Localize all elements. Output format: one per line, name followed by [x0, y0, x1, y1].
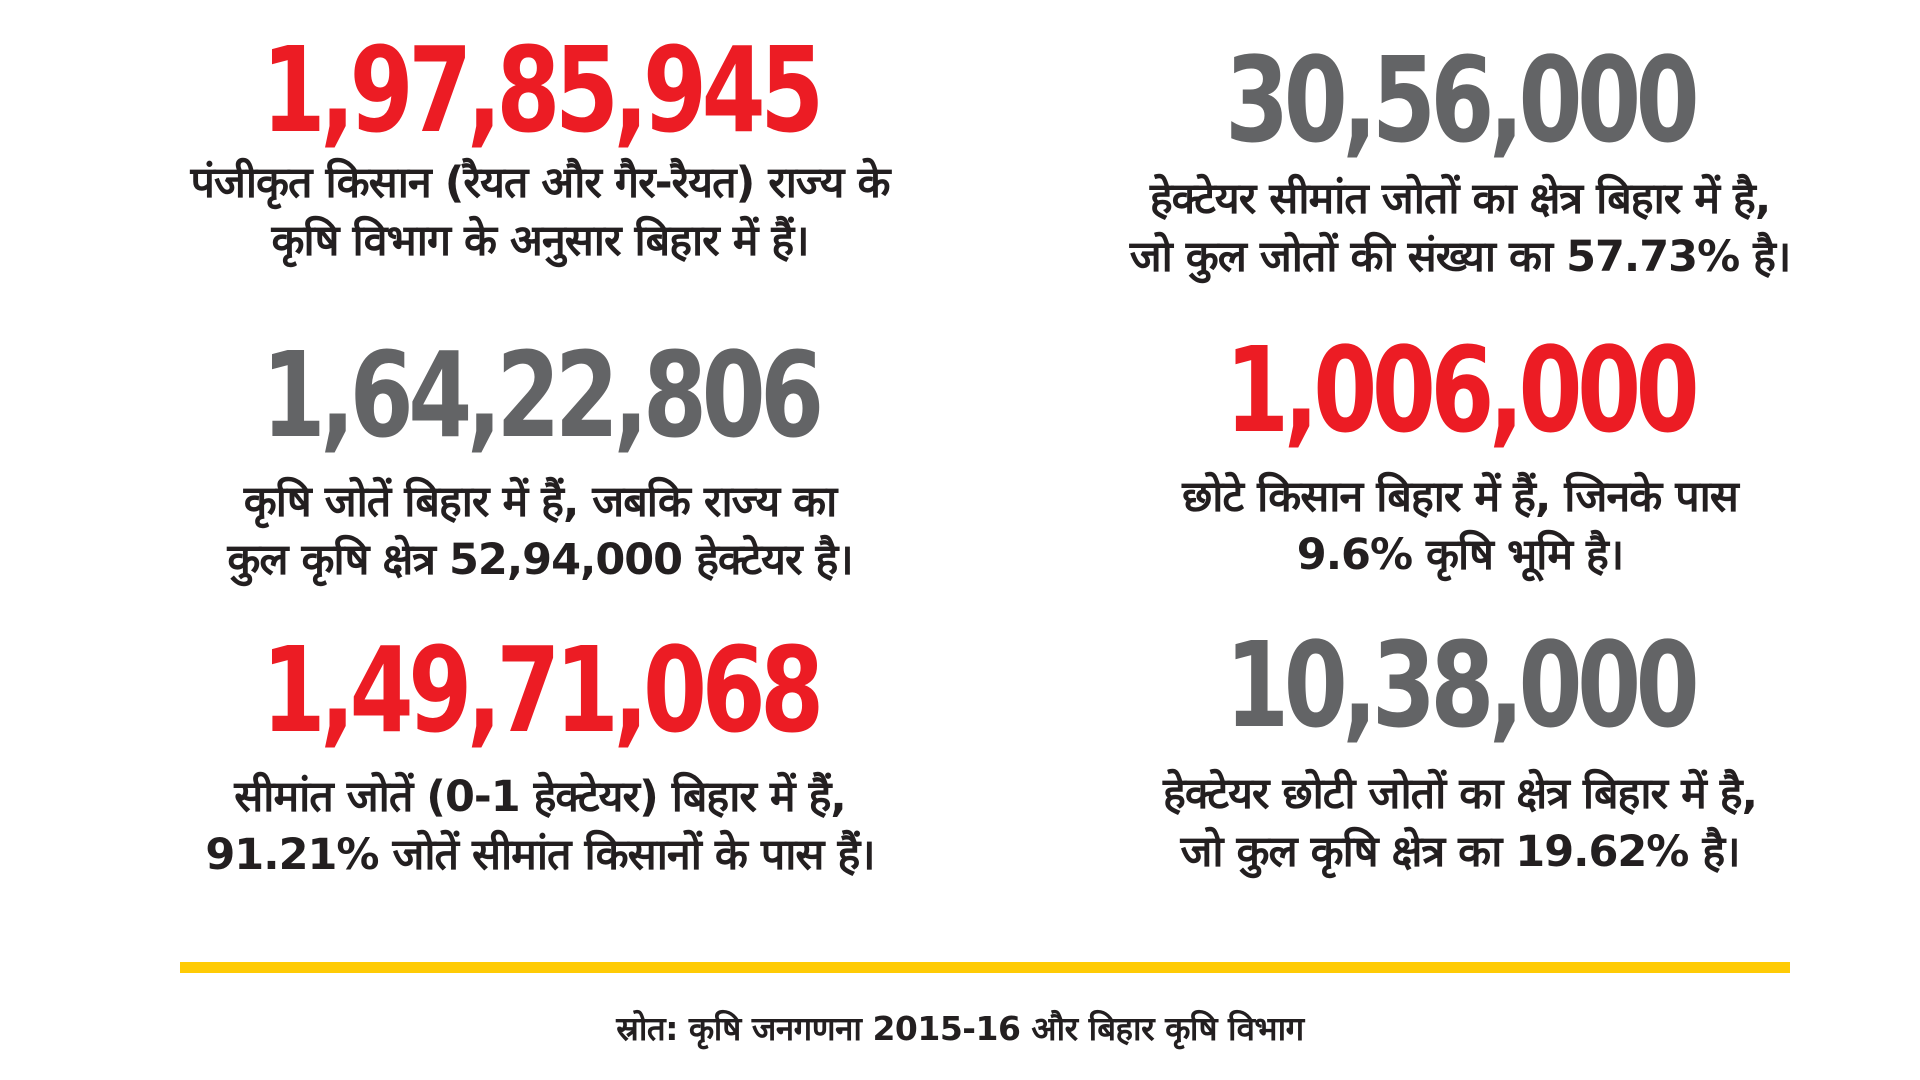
stat-number: 1,006,000: [1225, 321, 1695, 459]
divider-line: [180, 962, 1790, 973]
stat-small-holdings-area: [1000, 616, 1920, 881]
stat-description: [80, 768, 1000, 884]
stat-description-line: जो कुल जोतों की संख्या का 57.73% है।: [1129, 232, 1791, 282]
stat-description: [1000, 765, 1920, 881]
stat-description-line: सीमांत जोतें (0-1 हेक्टेयर) बिहार में हैं,: [234, 772, 846, 822]
stat-description-line: जो कुल कृषि क्षेत्र का 19.62% है।: [1180, 827, 1740, 877]
stat-description-line: कुल कृषि क्षेत्र 52,94,000 हेक्टेयर है।: [227, 535, 853, 585]
stat-marginal-holdings-area: [1000, 31, 1920, 286]
stat-description-line: हेक्टेयर छोटी जोतों का क्षेत्र बिहार में है,: [1163, 769, 1757, 819]
stat-description: [1000, 468, 1920, 584]
stat-description-line: पंजीकृत किसान (रैयत और गैर-रैयत) राज्य के: [190, 158, 890, 208]
stat-number: 1,97,85,945: [261, 21, 819, 159]
source-credit: स्रोत: कृषि जनगणना 2015-16 और बिहार कृषि विभाग: [616, 1009, 1304, 1048]
stat-agricultural-holdings: [80, 326, 1000, 589]
stat-number: 30,56,000: [1225, 31, 1695, 169]
stat-number: 1,49,71,068: [261, 621, 819, 759]
stat-registered-farmers: [80, 21, 1000, 270]
stat-description-line: कृषि जोतें बिहार में हैं, जबकि राज्य का: [243, 477, 837, 527]
stat-marginal-holdings: [80, 621, 1000, 884]
stat-small-farmers: [1000, 321, 1920, 584]
stat-number: 1,64,22,806: [261, 326, 819, 464]
stat-description: [80, 154, 1000, 270]
stat-description: [1000, 170, 1920, 286]
stat-description-line: छोटे किसान बिहार में हैं, जिनके पास: [1182, 472, 1738, 522]
stat-description: [80, 473, 1000, 589]
stat-description-line: हेक्टेयर सीमांत जोतों का क्षेत्र बिहार में है,: [1149, 174, 1771, 224]
stat-description-line: 91.21% जोतें सीमांत किसानों के पास हैं।: [205, 830, 875, 880]
stat-description-line: 9.6% कृषि भूमि है।: [1296, 530, 1624, 580]
stat-description-line: कृषि विभाग के अनुसार बिहार में हैं।: [271, 216, 809, 266]
stat-number: 10,38,000: [1225, 616, 1695, 754]
